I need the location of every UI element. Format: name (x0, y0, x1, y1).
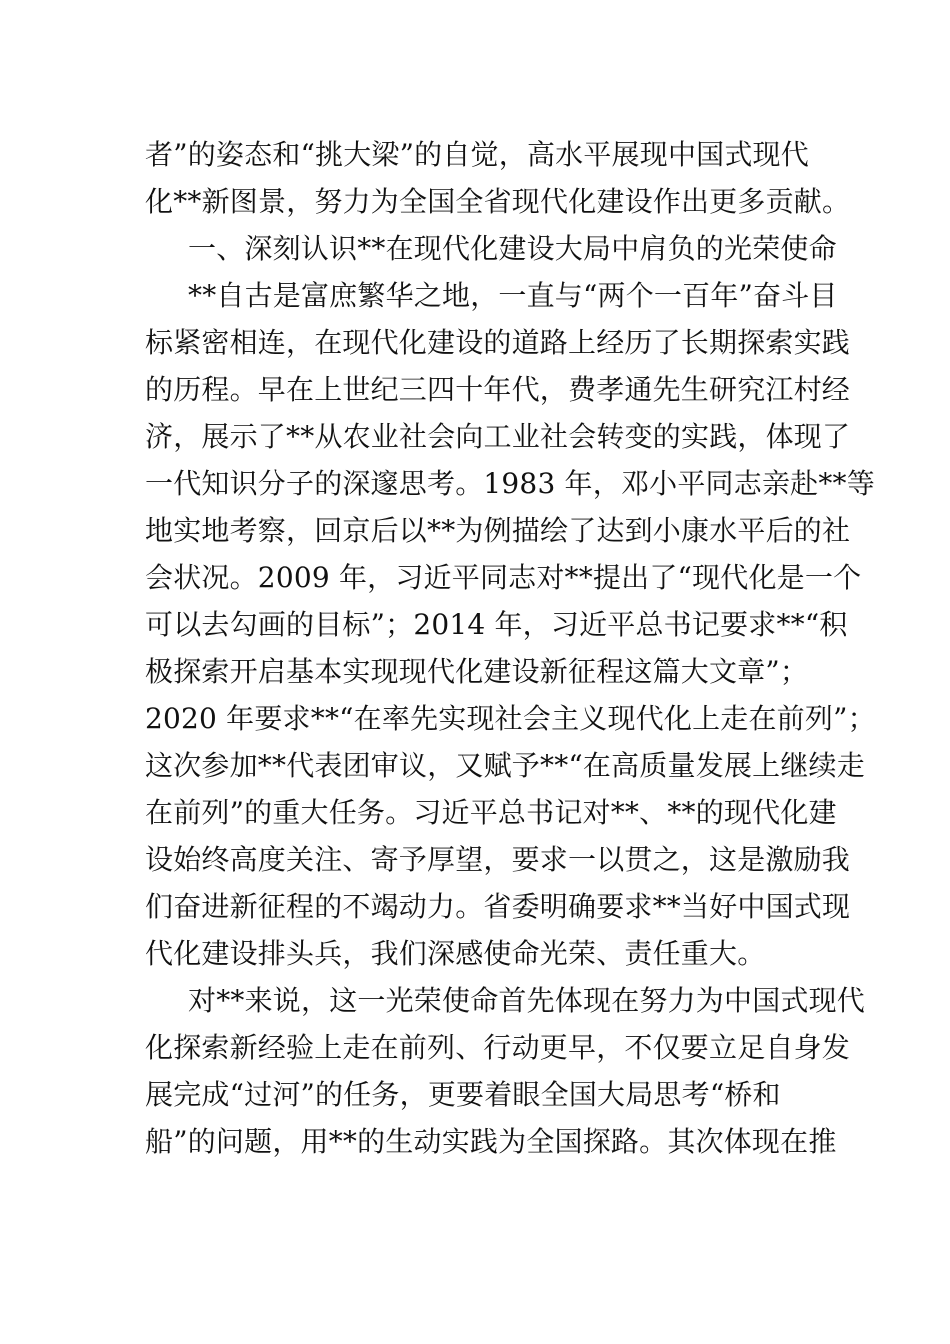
text-line: 一代知识分子的深邃思考。1983 年，邓小平同志亲赴**等 (145, 467, 875, 500)
text-line: 化**新图景，努力为全国全省现代化建设作出更多贡献。 (145, 185, 851, 218)
text-line: 会状况。2009 年，习近平同志对**提出了“现代化是一个 (145, 561, 862, 594)
text-line: 展完成“过河”的任务，更要着眼全国大局思考“桥和 (145, 1078, 781, 1111)
section-heading: 一、深刻认识**在现代化建设大局中肩负的光荣使命 (188, 232, 837, 265)
text-line: 这次参加**代表团审议，又赋予**“在高质量发展上继续走 (145, 749, 865, 782)
text-line: 2020 年要求**“在率先实现社会主义现代化上走在前列”； (145, 702, 876, 735)
text-line: 可以去勾画的目标”；2014 年，习近平总书记要求**“积 (145, 608, 848, 641)
text-line: 对**来说，这一光荣使命首先体现在努力为中国式现代 (188, 984, 866, 1017)
text-line: 济，展示了**从农业社会向工业社会转变的实践，体现了 (145, 420, 851, 453)
text-line: **自古是富庶繁华之地，一直与“两个一百年”奋斗目 (188, 279, 838, 312)
text-line: 极探索开启基本实现现代化建设新征程这篇大文章”； (145, 655, 809, 688)
text-line: 代化建设排头兵，我们深感使命光荣、责任重大。 (145, 937, 766, 970)
text-line: 化探索新经验上走在前列、行动更早，不仅要立足自身发 (145, 1031, 851, 1064)
text-line: 设始终高度关注、寄予厚望，要求一以贯之，这是激励我 (145, 843, 851, 876)
text-line: 者”的姿态和“挑大梁”的自觉，高水平展现中国式现代 (145, 138, 809, 171)
text-line: 船”的问题，用**的生动实践为全国探路。其次体现在推 (145, 1125, 837, 1158)
text-line: 们奋进新征程的不竭动力。省委明确要求**当好中国式现 (145, 890, 851, 923)
text-line: 地实地考察，回京后以**为例描绘了达到小康水平后的社 (145, 514, 851, 547)
text-line: 在前列”的重大任务。习近平总书记对**、**的现代化建 (145, 796, 837, 829)
text-line: 标紧密相连，在现代化建设的道路上经历了长期探索实践 (145, 326, 851, 359)
text-line: 的历程。早在上世纪三四十年代，费孝通先生研究江村经 (145, 373, 851, 406)
